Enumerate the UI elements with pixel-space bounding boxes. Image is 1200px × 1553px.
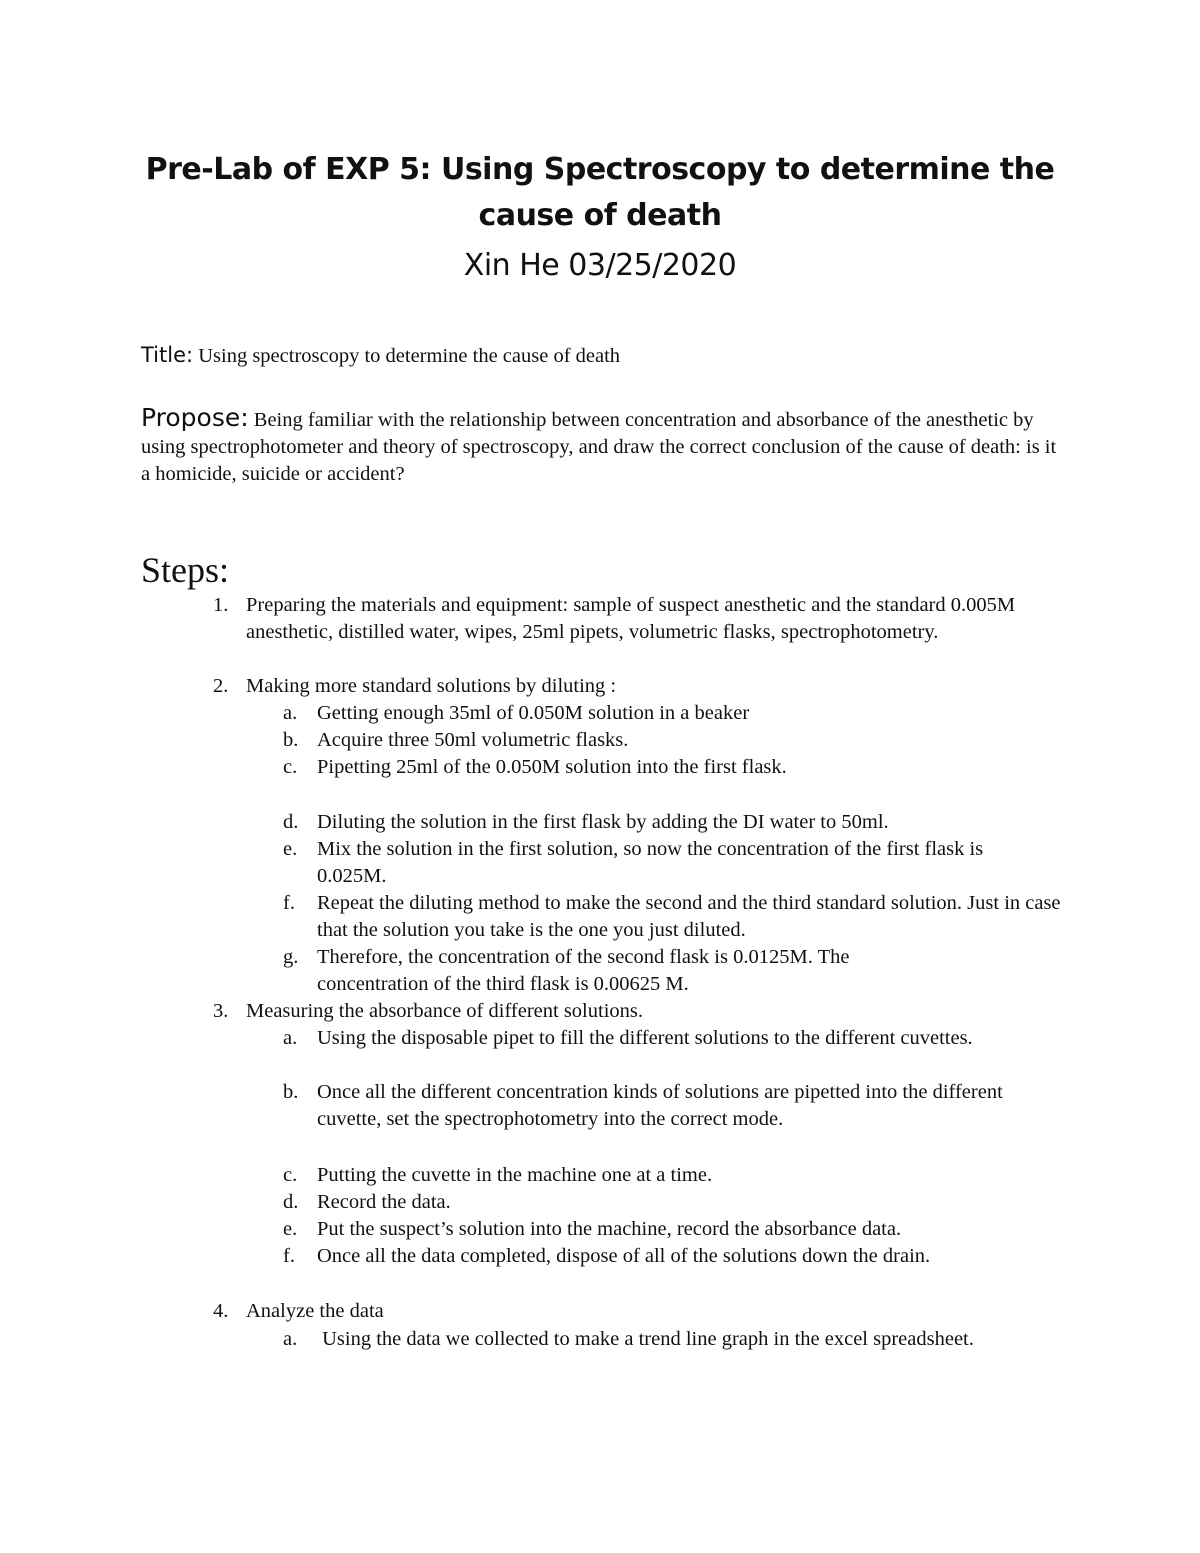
document-title-line-1: Pre-Lab of EXP 5: Using Spectroscopy to determine the (145, 152, 1055, 187)
propose-label: Propose: (141, 403, 249, 432)
step-text: Making more standard solutions by diluting : (246, 675, 617, 697)
step-number: 2. (213, 675, 229, 697)
substep-letter: a. (283, 1328, 298, 1350)
substep-text: Record the data. (317, 1191, 451, 1213)
steps-heading: Steps: (141, 550, 230, 590)
substep-letter: b. (283, 729, 299, 751)
substep-letter: a. (283, 702, 298, 724)
substep-letter: d. (283, 811, 299, 833)
substep-letter: g. (283, 946, 299, 968)
substep-text: Diluting the solution in the first flask by adding the DI water to 50ml. (317, 811, 889, 833)
substep-letter: d. (283, 1191, 299, 1213)
title-label: Title: (141, 343, 194, 367)
substep-letter: c. (283, 1164, 298, 1186)
step-text: Analyze the data (246, 1300, 384, 1322)
substep-text: Put the suspect’s solution into the machine, record the absorbance data. (317, 1218, 902, 1240)
step-number: 3. (213, 1000, 229, 1022)
substep-text: Using the disposable pipet to fill the different solutions to the different cuvettes. (317, 1027, 973, 1049)
step-text: Measuring the absorbance of different solutions. (246, 1000, 643, 1022)
propose-section (141, 404, 1061, 488)
substep-text: Once all the different concentration kinds of solutions are pipetted into the different cuvette, set the spectrophotometry into the correct mode. (317, 1081, 1003, 1130)
substep-text: Once all the data completed, dispose of all of the solutions down the drain. (317, 1245, 931, 1267)
author-date: Xin He 03/25/2020 (463, 248, 737, 283)
title-section (141, 342, 1061, 370)
step-text: Preparing the materials and equipment: sample of suspect anesthetic and the standard 0.005M anesthetic, distilled water, wipes, 25ml pipets, volumetric flasks, spectrophotometry. (246, 594, 1016, 643)
substep-text: Acquire three 50ml volumetric flasks. (317, 729, 629, 751)
substep-letter: f. (283, 1245, 295, 1267)
substep-letter: a. (283, 1027, 298, 1049)
substep-letter: c. (283, 756, 298, 778)
substep-text: Therefore, the concentration of the second flask is 0.0125M. The concentration of the third flask is 0.00625 M. (317, 946, 850, 995)
title-text: Using spectroscopy to determine the cause of death (198, 345, 621, 367)
substep-text: Using the data we collected to make a trend line graph in the excel spreadsheet. (317, 1328, 974, 1350)
substep-text: Repeat the diluting method to make the second and the third standard solution. Just in case that the solution you take is the one you just diluted. (317, 892, 1061, 941)
substep-text: Putting the cuvette in the machine one at a time. (317, 1164, 713, 1186)
substep-text: Getting enough 35ml of 0.050M solution in a beaker (317, 702, 750, 724)
step-number: 4. (213, 1300, 229, 1322)
substep-letter: b. (283, 1081, 299, 1103)
substep-letter: f. (283, 892, 295, 914)
substep-text: Pipetting 25ml of the 0.050M solution into the first flask. (317, 756, 787, 778)
step-number: 1. (213, 594, 229, 616)
document-title-line-2: cause of death (478, 198, 722, 233)
substep-letter: e. (283, 1218, 298, 1240)
substep-text: Mix the solution in the first solution, so now the concentration of the first flask is 0.025M. (317, 838, 984, 887)
substep-letter: e. (283, 838, 298, 860)
propose-text: Being familiar with the relationship between concentration and absorbance of the anesthetic by using spectrophotometer and theory of spectroscopy, and draw the correct conclusion of the cause of death: is it a homicide, suicide or accident? (141, 409, 1057, 485)
